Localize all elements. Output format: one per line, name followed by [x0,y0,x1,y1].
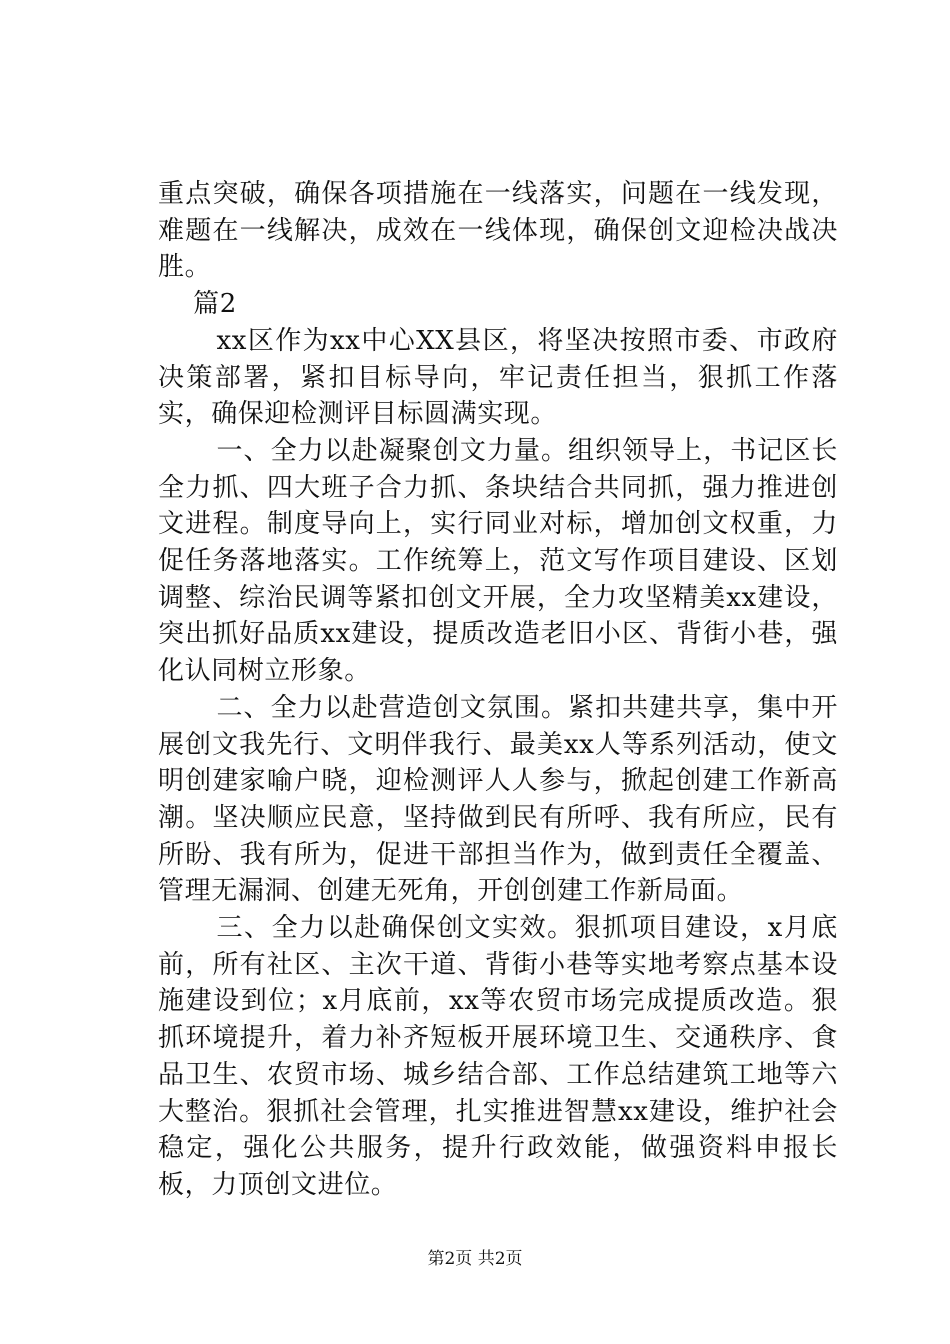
page-number-footer: 第2页 共2页 [427,1249,523,1269]
document-body [158,176,838,1204]
paragraph-continuation: 重点突破，确保各项措施在一线落实，问题在一线发现，难题在一线解决，成效在一线体现，确保创文迎检决战决胜。 [158,179,838,283]
paragraph-intro: xx区作为xx中心XX县区，将坚决按照市委、市政府决策部署，紧扣目标导向，牢记责任担当，狠抓工作落实，确保迎检测评目标圆满实现。 [158,325,838,430]
paragraph-point-one: 一、全力以赴凝聚创文力量。组织领导上，书记区长全力抓、四大班子合力抓、条块结合共同抓，强力推进创文进程。制度导向上，实行同业对标，增加创文权重，力促任务落地落实。工作统筹上，范文写作项目建设、区划调整、综治民调等紧扣创文开展，全力攻坚精美xx建设，突出抓好品质xx建设，提质改造老旧小区、背街小巷，强化认同树立形象。 [158,435,838,687]
section-heading: 篇2 [193,289,237,320]
paragraph-point-three: 三、全力以赴确保创文实效。狠抓项目建设，x月底前，所有社区、主次干道、背街小巷等实地考察点基本设施建设到位；x月底前，xx等农贸市场完成提质改造。狠抓环境提升，着力补齐短板开展环境卫生、交通秩序、食品卫生、农贸市场、城乡结合部、工作总结建筑工地等六大整治。狠抓社会管理，扎实推进智慧xx建设，维护社会稳定，强化公共服务，提升行政效能，做强资料申报长板，力顶创文进位。 [158,913,838,1200]
paragraph-point-two: 二、全力以赴营造创文氛围。紧扣共建共享，集中开展创文我先行、文明伴我行、最美xx人等系列活动，使文明创建家喻户晓，迎检测评人人参与，掀起创建工作新高潮。坚决顺应民意，坚持做到民有所呼、我有所应，民有所盼、我有所为，促进干部担当作为，做到责任全覆盖、管理无漏洞、创建无死角，开创创建工作新局面。 [158,692,838,907]
